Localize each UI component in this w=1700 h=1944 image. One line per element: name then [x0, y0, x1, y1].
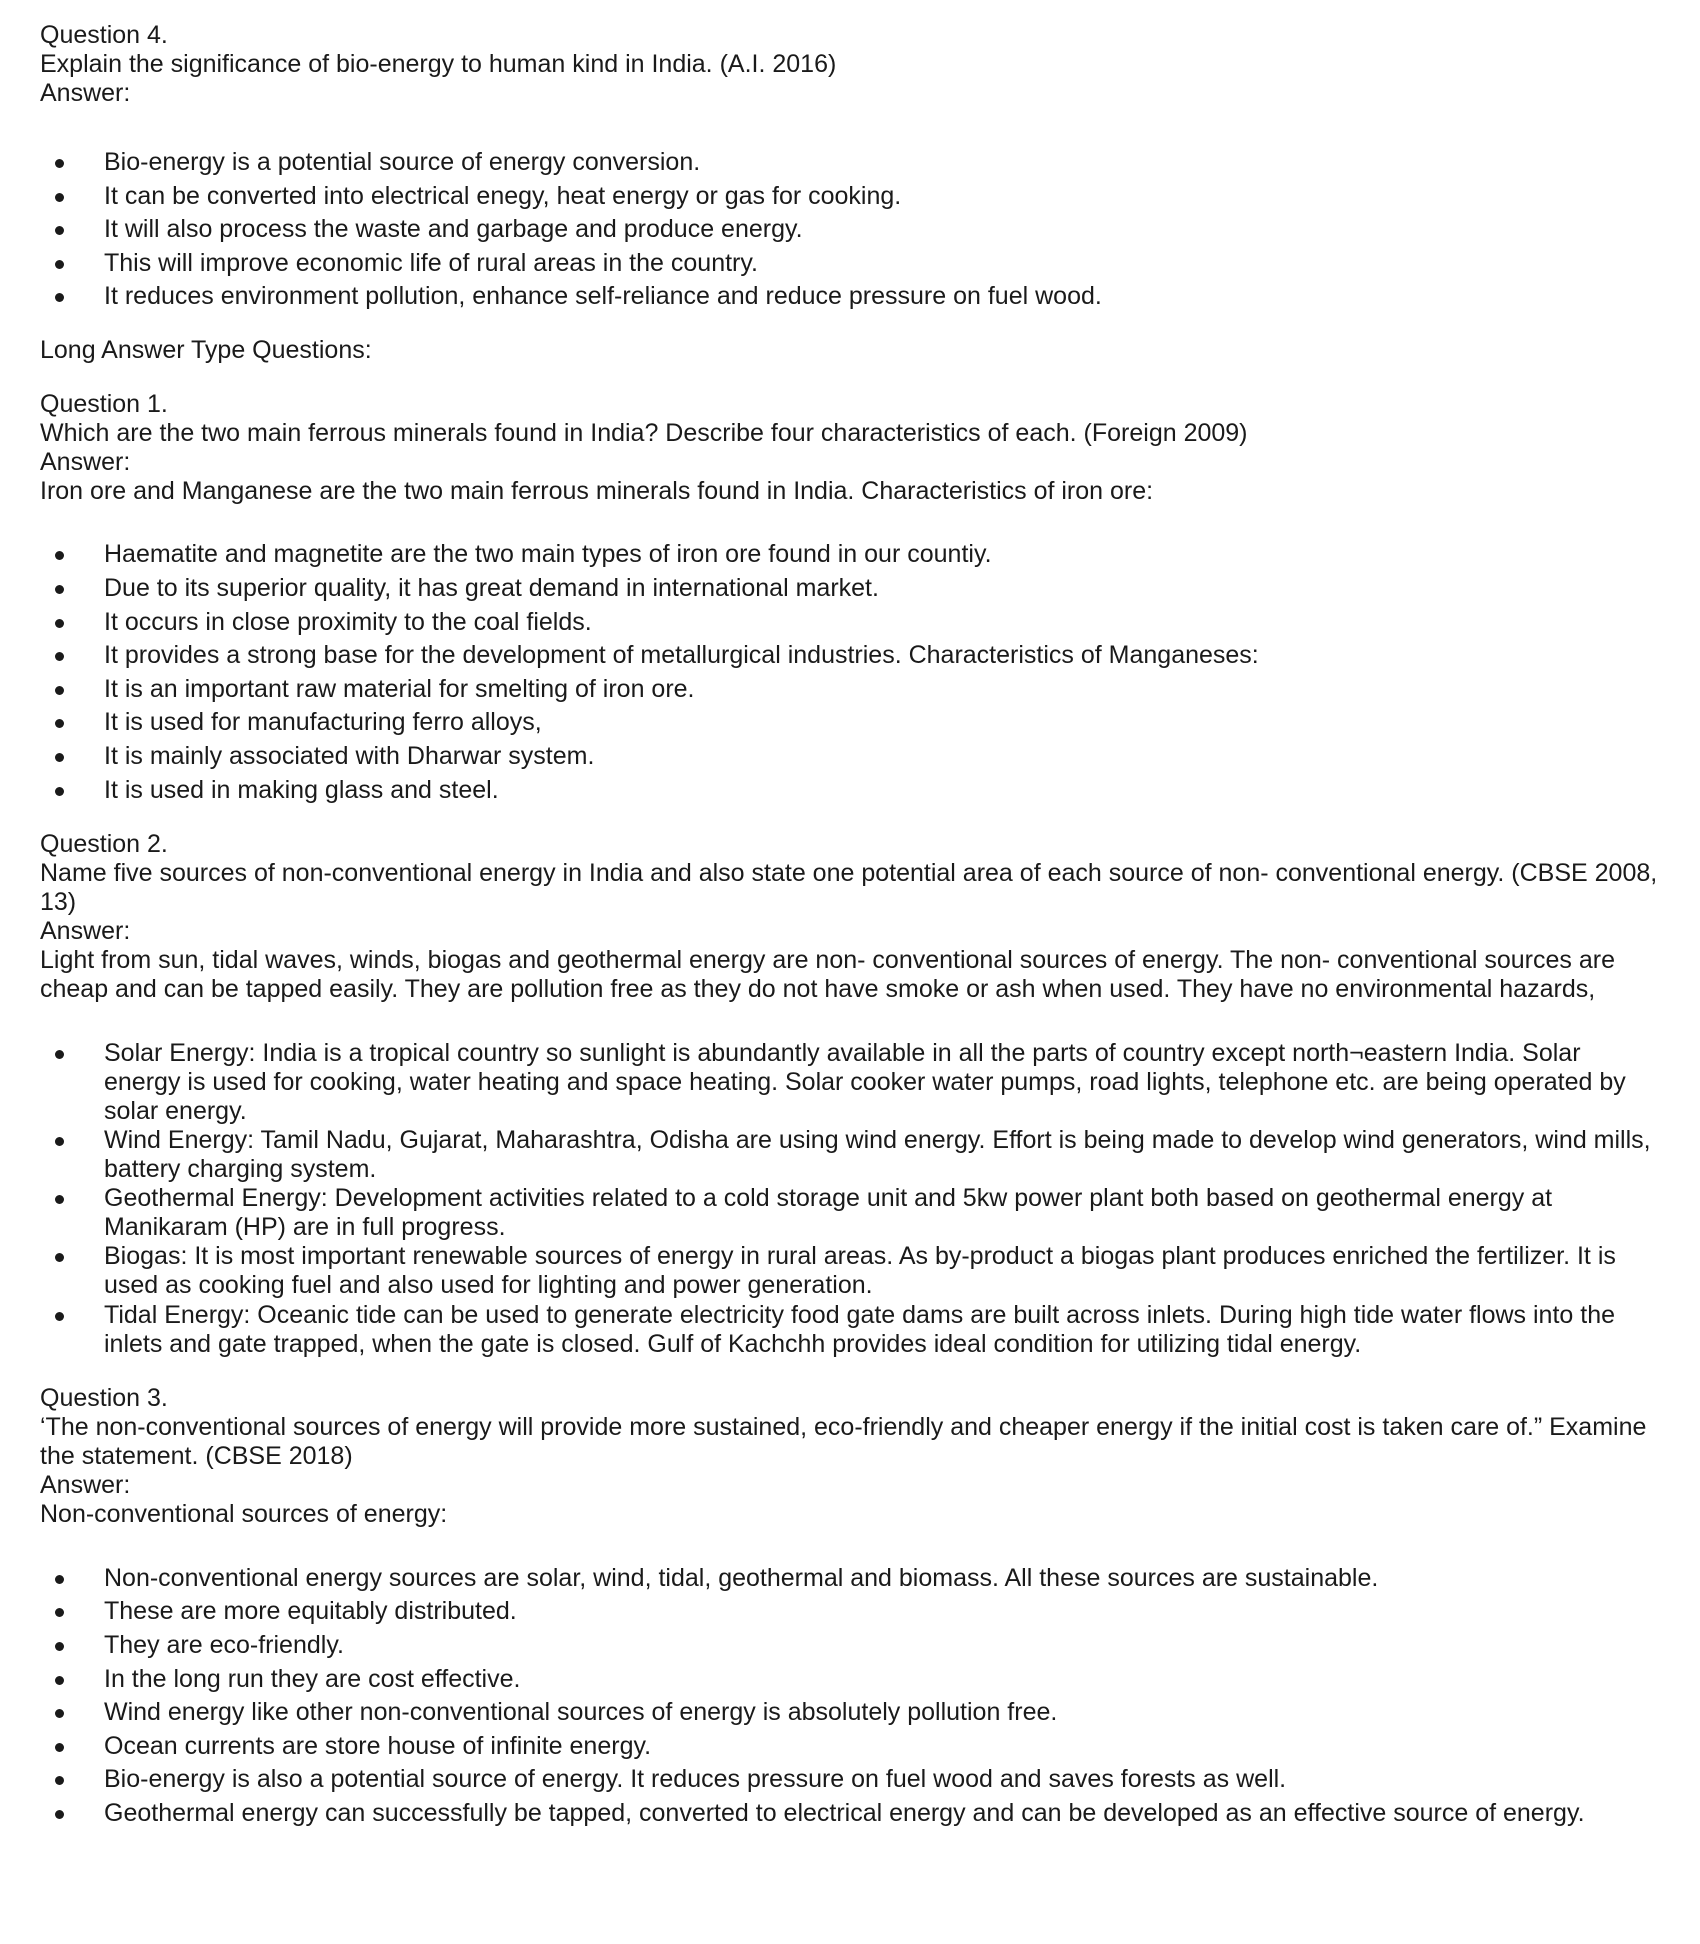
list-item: It is used for manufacturing ferro alloys, [40, 708, 1660, 737]
bullet-icon [55, 1137, 64, 1146]
bullet-icon [55, 1608, 64, 1617]
list-item: It is an important raw material for smelting of iron ore. [40, 675, 1660, 704]
bullet-icon [55, 619, 64, 628]
bullet-icon [55, 1312, 64, 1321]
bullet-icon [55, 719, 64, 728]
list-item: These are more equitably distributed. [40, 1597, 1660, 1626]
list-item: Wind energy like other non-conventional sources of energy is absolutely pollution free. [40, 1698, 1660, 1727]
answer-label: Answer: [40, 1470, 131, 1499]
section-heading: Long Answer Type Questions: [40, 336, 372, 365]
list-item: This will improve economic life of rural areas in the country. [40, 249, 1660, 278]
list-item: Solar Energy: India is a tropical country so sunlight is abundantly available in all the parts of country except north¬eastern India. Solar energy is used for cooking, water heating and space heating. Solar cooker water pumps, road lights, telephone etc. are being operated by solar energy. [40, 1039, 1660, 1126]
answer-bullet-list [40, 540, 1660, 804]
bullet-icon [55, 1776, 64, 1785]
bullet-icon [55, 1642, 64, 1651]
bullet-icon [55, 1050, 64, 1059]
long-question-2-section [40, 830, 1660, 1359]
question-label: Question 3. [40, 1383, 168, 1412]
list-item: It occurs in close proximity to the coal fields. [40, 608, 1660, 637]
answer-bullet-list [40, 148, 1660, 311]
long-question-1-section [40, 390, 1660, 804]
list-item: Tidal Energy: Oceanic tide can be used to generate electricity food gate dams are built across inlets. During high tide water flows into the inlets and gate trapped, when the gate is closed. Gulf of Kachchh provides ideal condition for utilizing tidal energy. [40, 1301, 1660, 1359]
answer-intro: Light from sun, tidal waves, winds, biogas and geothermal energy are non- conventional sources of energy. The non- conventional sources are cheap and can be tapped easily. They are pollution free as they do not have smoke or ash when used. They have no environmental hazards, [40, 945, 1615, 1003]
bullet-icon [55, 686, 64, 695]
answer-label: Answer: [40, 79, 131, 107]
answer-intro: Iron ore and Manganese are the two main ferrous minerals found in India. Characteristics of iron ore: [40, 477, 1154, 506]
bullet-icon [55, 159, 64, 168]
list-item: They are eco-friendly. [40, 1631, 1660, 1660]
long-question-3-section [40, 1384, 1660, 1828]
list-item: Non-conventional energy sources are solar, wind, tidal, geothermal and biomass. All these sources are sustainable. [40, 1564, 1660, 1593]
bullet-icon [55, 226, 64, 235]
bullet-icon [55, 1195, 64, 1204]
question-text: Explain the significance of bio-energy to human kind in India. (A.I. 2016) [40, 50, 837, 78]
bullet-icon [55, 1253, 64, 1262]
question-label: Question 4. [40, 21, 168, 49]
list-item: It provides a strong base for the development of metallurgical industries. Characteristics of Manganeses: [40, 641, 1660, 670]
bullet-icon [55, 652, 64, 661]
list-item: It reduces environment pollution, enhance self-reliance and reduce pressure on fuel wood. [40, 282, 1660, 311]
bullet-icon [55, 585, 64, 594]
bullet-icon [55, 1810, 64, 1819]
bullet-icon [55, 1575, 64, 1584]
answer-intro: Non-conventional sources of energy: [40, 1499, 448, 1528]
question-label: Question 1. [40, 390, 168, 419]
list-item: In the long run they are cost effective. [40, 1665, 1660, 1694]
list-item: It can be converted into electrical enegy, heat energy or gas for cooking. [40, 182, 1660, 211]
bullet-icon [55, 193, 64, 202]
list-item: Ocean currents are store house of infinite energy. [40, 1732, 1660, 1761]
bullet-icon [55, 1743, 64, 1752]
list-item: It is mainly associated with Dharwar system. [40, 742, 1660, 771]
list-item: Due to its superior quality, it has great demand in international market. [40, 574, 1660, 603]
bullet-icon [55, 753, 64, 762]
list-item: Bio-energy is also a potential source of energy. It reduces pressure on fuel wood and saves forests as well. [40, 1765, 1660, 1794]
answer-label: Answer: [40, 916, 131, 945]
question-text: Which are the two main ferrous minerals found in India? Describe four characteristics of each. (Foreign 2009) [40, 419, 1248, 448]
list-item: Geothermal energy can successfully be tapped, converted to electrical energy and can be developed as an effective source of energy. [40, 1799, 1660, 1828]
list-item: Haematite and magnetite are the two main types of iron ore found in our countiy. [40, 540, 1660, 569]
answer-bullet-list [40, 1564, 1660, 1828]
list-item: It will also process the waste and garbage and produce energy. [40, 215, 1660, 244]
list-item: Wind Energy: Tamil Nadu, Gujarat, Maharashtra, Odisha are using wind energy. Effort is being made to develop wind generators, wind mills, battery charging system. [40, 1126, 1660, 1184]
list-item: Biogas: It is most important renewable sources of energy in rural areas. As by-product a biogas plant produces enriched the fertilizer. It is used as cooking fuel and also used for lighting and power generation. [40, 1242, 1660, 1300]
list-item: Bio-energy is a potential source of energy conversion. [40, 148, 1660, 177]
list-item: Geothermal Energy: Development activities related to a cold storage unit and 5kw power plant both based on geothermal energy at Manikaram (HP) are in full progress. [40, 1184, 1660, 1242]
list-item: It is used in making glass and steel. [40, 776, 1660, 805]
answer-bullet-list [40, 1039, 1660, 1359]
question-4-section [40, 21, 1660, 311]
question-text: Name five sources of non-conventional energy in India and also state one potential area of each source of non- conventional energy. (CBSE 2008, 13) [40, 858, 1658, 916]
question-label: Question 2. [40, 829, 168, 858]
answer-label: Answer: [40, 448, 131, 477]
bullet-icon [55, 787, 64, 796]
bullet-icon [55, 260, 64, 269]
bullet-icon [55, 1676, 64, 1685]
question-text: ‘The non-conventional sources of energy will provide more sustained, eco-friendly and cheaper energy if the initial cost is taken care of.” Examine the statement. (CBSE 2018) [40, 1412, 1647, 1470]
bullet-icon [55, 293, 64, 302]
bullet-icon [55, 1709, 64, 1718]
bullet-icon [55, 551, 64, 560]
